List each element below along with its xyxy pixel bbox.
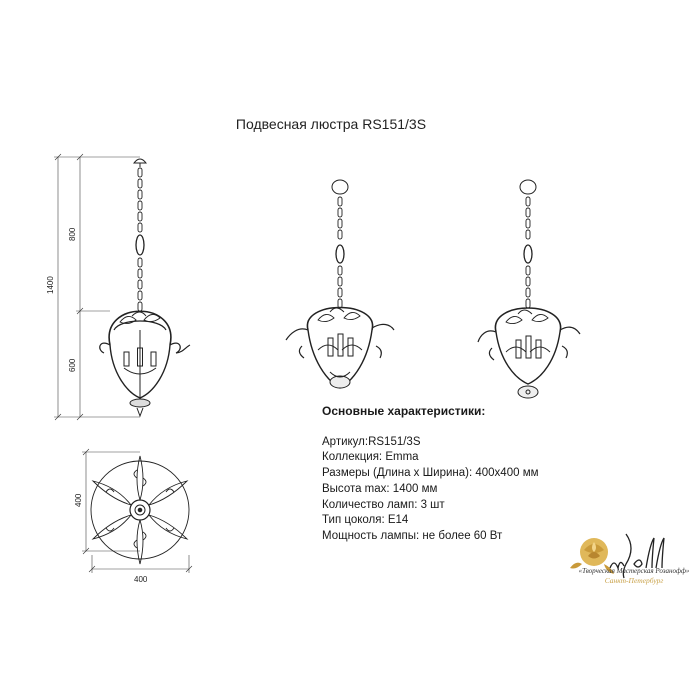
spec-article: Артикул:RS151/3S xyxy=(322,435,421,448)
spec-dimensions: Размеры (Длина х Ширина): 400x400 мм xyxy=(322,467,539,480)
dim-chain-length: 800 xyxy=(68,227,77,241)
logo-company-name: «Творческая Мастерская Розанофф» xyxy=(578,567,690,575)
brand-logo xyxy=(568,508,688,608)
perspective-view-2 xyxy=(478,180,580,398)
logo-caption xyxy=(575,566,693,586)
logo-city: Санкт-Петербург xyxy=(604,576,664,585)
spec-lamp-power: Мощность лампы: не более 60 Вт xyxy=(322,529,503,542)
top-view-chandelier xyxy=(91,456,189,564)
spec-socket-type: Тип цоколя: E14 xyxy=(322,514,409,527)
dim-top-view-height: 400 xyxy=(74,493,83,507)
specs-heading: Основные характеристики: xyxy=(322,404,486,418)
spec-collection: Коллекция: Emma xyxy=(322,451,419,464)
front-view-chandelier xyxy=(100,159,190,416)
spec-max-height: Высота max: 1400 мм xyxy=(322,482,438,495)
perspective-view-1 xyxy=(286,180,394,388)
dim-body-height: 600 xyxy=(68,358,77,372)
dim-total-height: 1400 xyxy=(46,276,55,294)
spec-lamp-count: Количество ламп: 3 шт xyxy=(322,498,445,511)
dim-top-view-width: 400 xyxy=(134,575,148,584)
front-view-dimensions xyxy=(54,154,140,420)
page-title: Подвесная люстра RS151/3S xyxy=(235,116,427,132)
